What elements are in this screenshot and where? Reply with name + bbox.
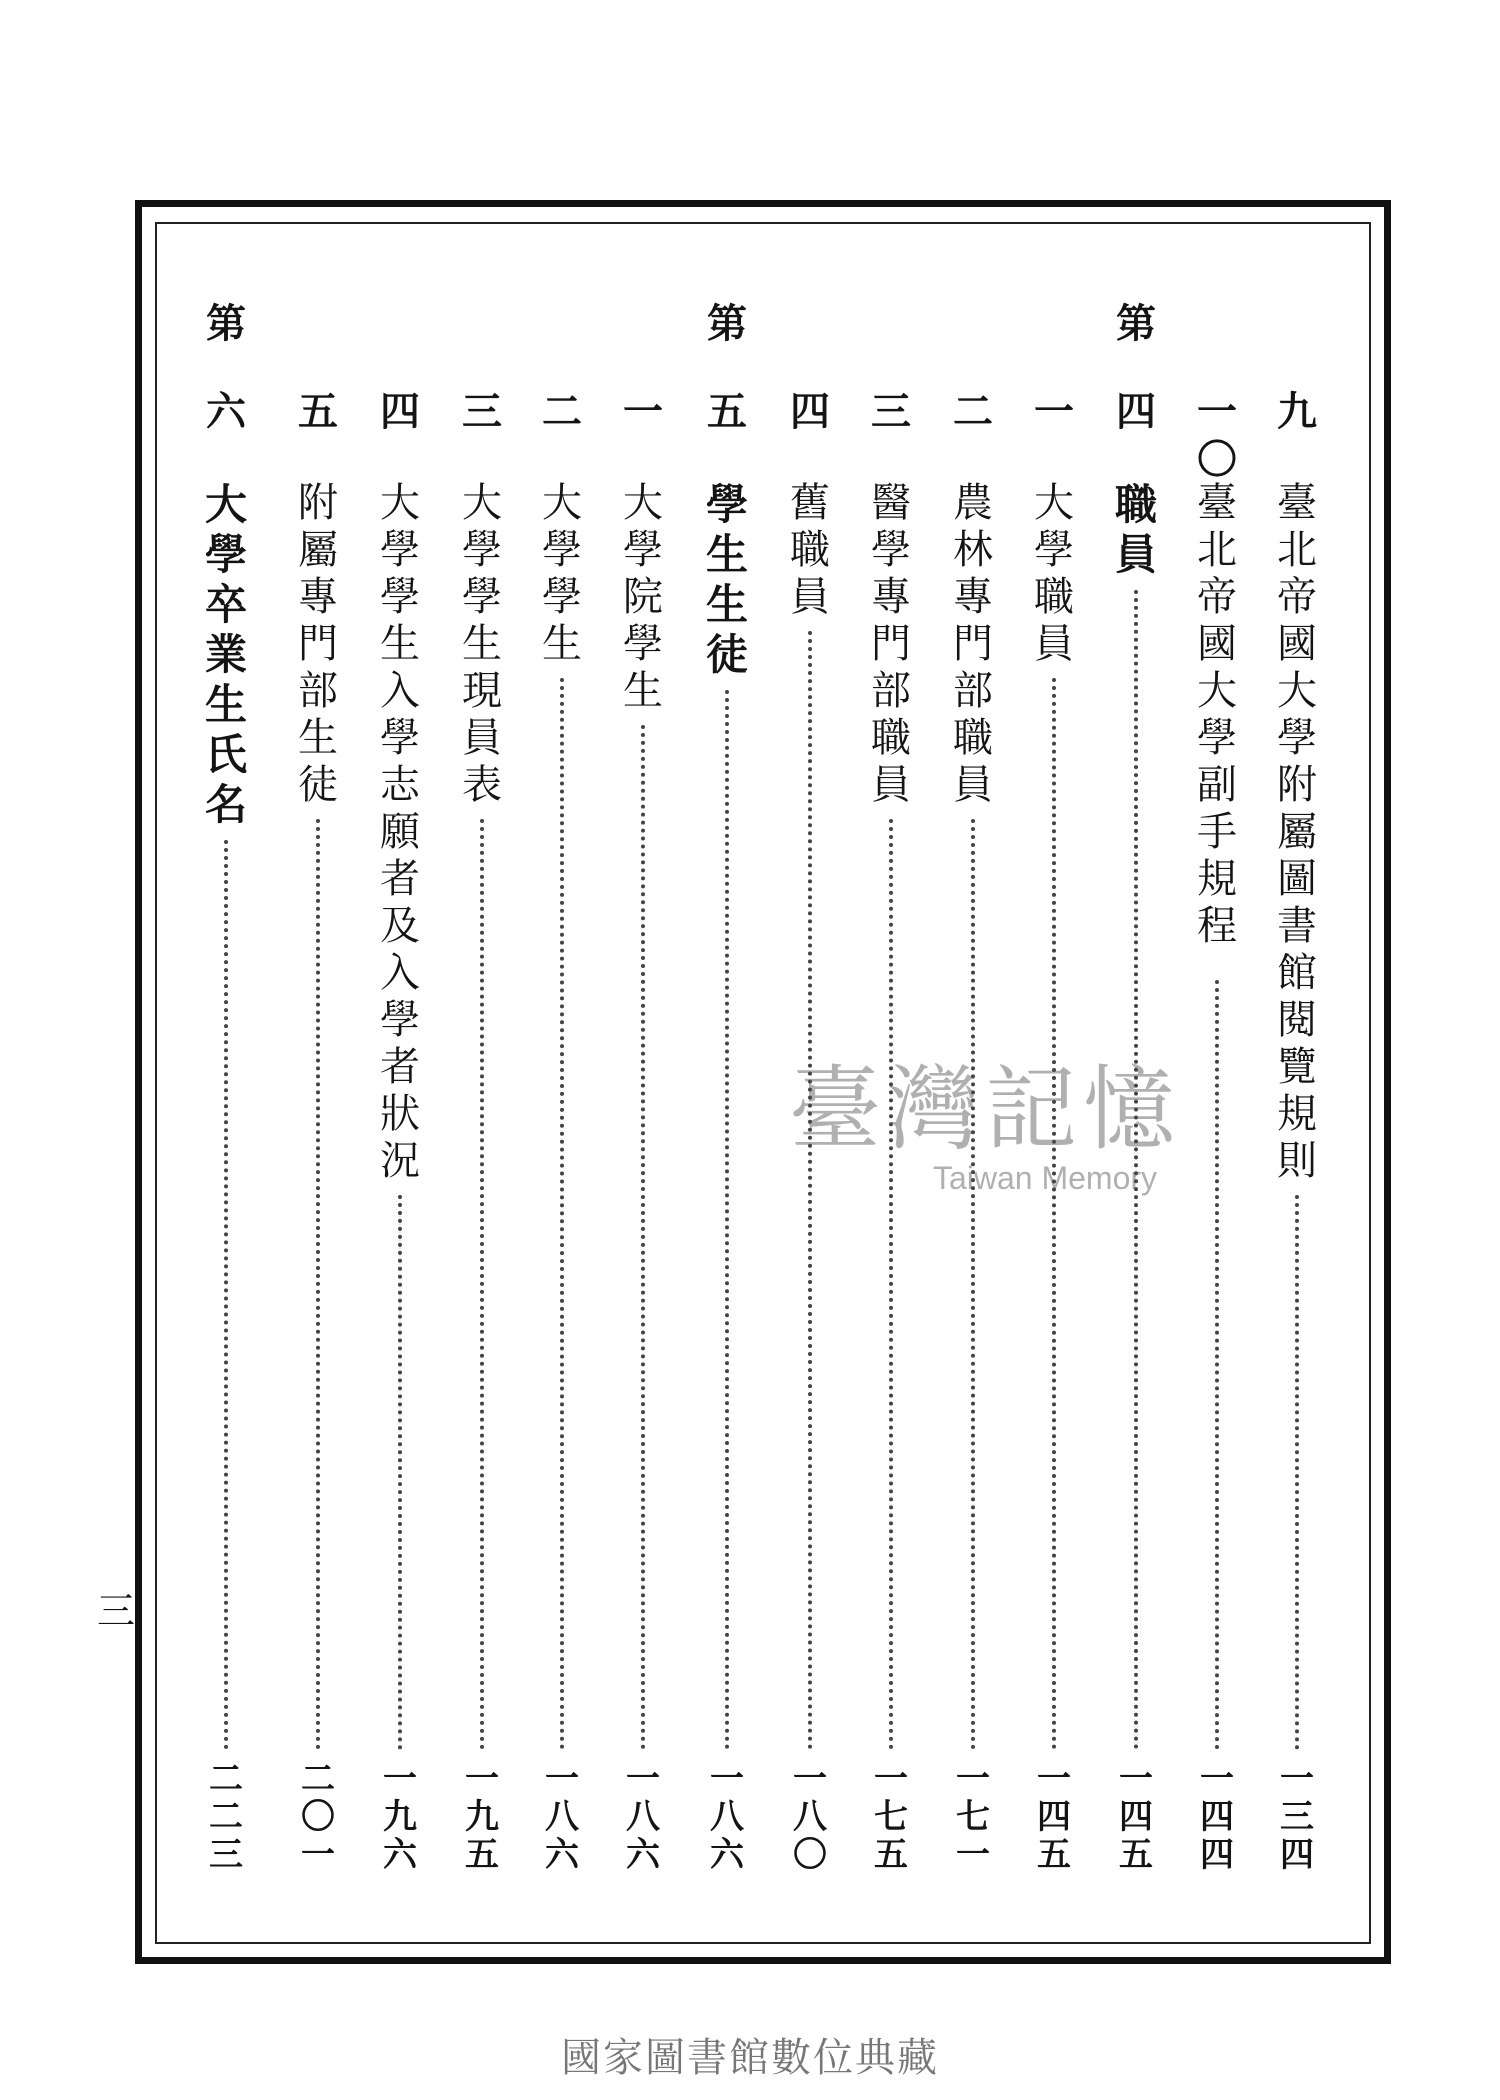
- section-title: 大 學 學 生 現 員 表: [462, 480, 502, 808]
- entry-number: 五: [707, 388, 747, 435]
- entry-number: 五: [298, 388, 338, 435]
- chapter-title: 學 生 生 徒: [705, 480, 748, 679]
- leader-dots: [316, 819, 320, 1750]
- page-number: 一 七 五: [874, 1759, 908, 1875]
- section-title: 舊 職 員: [790, 480, 830, 620]
- footer-credit: 國家圖書館數位典藏: [561, 2035, 939, 2081]
- leader-dots: [971, 819, 975, 1750]
- page-folio: 三: [96, 1589, 135, 1633]
- chapter-prefix: 第: [1116, 300, 1156, 347]
- section-title: 農 林 專 門 部 職 員: [953, 480, 993, 808]
- page-number: 一 九 五: [465, 1759, 499, 1875]
- entry-number: 一: [623, 388, 663, 435]
- entry-number: 四: [380, 388, 420, 435]
- section-title: 大 學 職 員: [1034, 480, 1074, 667]
- entry-number: 三: [871, 388, 911, 435]
- page-number: 一 三 四: [1280, 1759, 1314, 1875]
- leader-dots: [398, 1195, 402, 1750]
- section-title: 臺 北 帝 國 大 學 附 屬 圖 書 館 閱 覽 規 則: [1277, 480, 1317, 1184]
- leader-dots: [1215, 980, 1219, 1750]
- page-number: 一 九 六: [383, 1759, 417, 1875]
- leader-dots: [1295, 1195, 1299, 1750]
- page-number: 一 八 六: [545, 1759, 579, 1875]
- leader-dots: [560, 678, 564, 1750]
- chapter-prefix: 第: [206, 300, 246, 347]
- leader-dots: [725, 690, 729, 1750]
- leader-dots: [641, 725, 645, 1750]
- leader-dots: [224, 840, 228, 1750]
- page-number: 一 四 五: [1119, 1759, 1153, 1875]
- chapter-prefix: 第: [707, 300, 747, 347]
- chapter-title: 大 學 卒 業 生 氏 名: [204, 480, 247, 829]
- leader-dots: [889, 819, 893, 1750]
- entry-number: 六: [206, 388, 246, 435]
- page-number: 一 四 五: [1037, 1759, 1071, 1875]
- entry-number: 一 〇: [1197, 388, 1237, 483]
- section-title: 大 學 院 學 生: [623, 480, 663, 714]
- leader-dots: [480, 819, 484, 1750]
- watermark-english: Taiwan Memory: [932, 1160, 1158, 1196]
- page-number: 二 〇 一: [301, 1759, 335, 1875]
- entry-number: 二: [542, 388, 582, 435]
- page-number: 一 八 六: [626, 1759, 660, 1875]
- entry-number: 一: [1034, 388, 1074, 435]
- page-number: 一 八 六: [710, 1759, 744, 1875]
- entry-number: 二: [953, 388, 993, 435]
- leader-dots: [1052, 678, 1056, 1750]
- entry-number: 九: [1277, 388, 1317, 435]
- page-number: 二 二 三: [209, 1759, 243, 1875]
- page-number: 一 四 四: [1200, 1759, 1234, 1875]
- chapter-title: 職 員: [1114, 480, 1157, 579]
- entry-number: 四: [790, 388, 830, 435]
- watermark-chinese: 臺灣記憶: [788, 1056, 1181, 1163]
- section-title: 大 學 學 生: [542, 480, 582, 667]
- section-title: 附 屬 專 門 部 生 徒: [298, 480, 338, 808]
- entry-number: 三: [462, 388, 502, 435]
- page-number: 一 八 〇: [793, 1759, 827, 1875]
- watermark: [755, 1056, 1215, 1196]
- entry-number: 四: [1116, 388, 1156, 435]
- section-title: 大 學 學 生 入 學 志 願 者 及 入 學 者 狀 況: [380, 480, 420, 1184]
- section-title: 臺 北 帝 國 大 學 副 手 規 程: [1197, 480, 1237, 949]
- page-number: 一 七 一: [956, 1759, 990, 1875]
- section-title: 醫 學 專 門 部 職 員: [871, 480, 911, 808]
